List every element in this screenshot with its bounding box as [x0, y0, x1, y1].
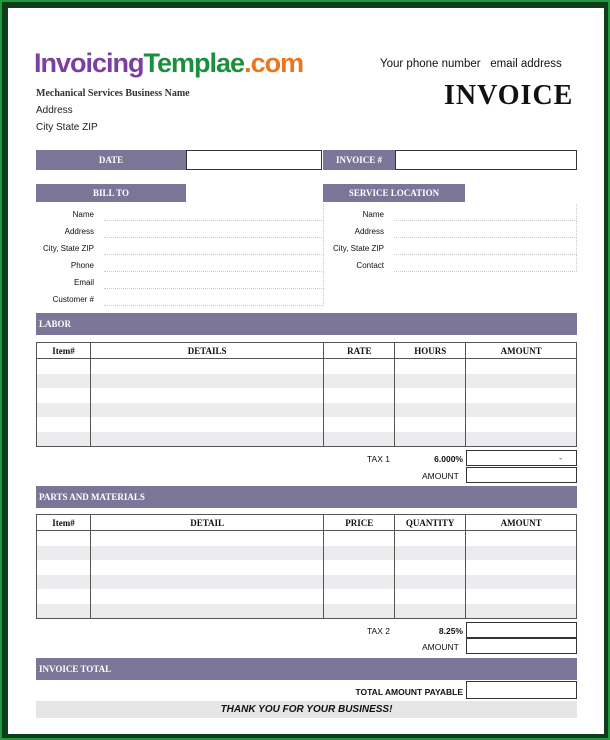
- parts-amount-label: AMOUNT: [422, 642, 459, 652]
- parts-tax-label: TAX 2: [367, 626, 390, 636]
- phone-number: Your phone number: [380, 58, 481, 70]
- parts-tax-amount[interactable]: [466, 622, 577, 638]
- bill-to-name-field[interactable]: [104, 204, 324, 221]
- email-address: email address: [490, 58, 562, 70]
- invoice-title: INVOICE: [444, 80, 574, 111]
- table-row[interactable]: [37, 589, 577, 604]
- parts-amount-field[interactable]: [466, 638, 577, 654]
- bill-to-customer-field[interactable]: [104, 289, 324, 306]
- parts-col-amount: AMOUNT: [466, 515, 577, 531]
- parts-col-quantity: QUANTITY: [395, 515, 466, 531]
- contact-line: [380, 58, 562, 70]
- date-field[interactable]: [186, 150, 322, 170]
- table-row[interactable]: [37, 417, 577, 432]
- total-payable-field[interactable]: [466, 681, 577, 699]
- table-row[interactable]: [37, 575, 577, 590]
- service-name-field[interactable]: [394, 204, 577, 221]
- table-row[interactable]: [37, 531, 577, 546]
- labor-heading: LABOR: [36, 313, 577, 335]
- bill-to-phone-label: Phone: [70, 261, 94, 270]
- labor-table: [36, 342, 577, 447]
- bill-to-address-field[interactable]: [104, 221, 324, 238]
- parts-tax-rate: 8.25%: [438, 626, 463, 636]
- table-row[interactable]: [37, 560, 577, 575]
- labor-tax-amount[interactable]: -: [466, 450, 577, 466]
- service-address-field[interactable]: [394, 221, 577, 238]
- invoice-total-heading: INVOICE TOTAL: [36, 658, 577, 680]
- table-row[interactable]: [37, 388, 577, 403]
- parts-header-row: [37, 515, 577, 531]
- table-row[interactable]: [37, 604, 577, 619]
- bill-to-phone-field[interactable]: [104, 255, 324, 272]
- service-contact-field[interactable]: [394, 255, 577, 272]
- labor-amount-label: AMOUNT: [422, 471, 459, 481]
- table-row[interactable]: [37, 374, 577, 389]
- invoice-sheet: [8, 8, 604, 734]
- labor-amount-field[interactable]: [466, 467, 577, 483]
- labor-tax-label: TAX 1: [367, 454, 390, 464]
- business-name: Mechanical Services Business Name: [36, 88, 190, 99]
- labor-col-hours: HOURS: [395, 343, 466, 359]
- table-row[interactable]: [37, 403, 577, 418]
- labor-col-item: Item#: [37, 343, 91, 359]
- bill-to-address-label: Address: [64, 227, 94, 236]
- labor-tax-rate: 6.000%: [434, 454, 463, 464]
- bill-to-email-label: Email: [73, 278, 94, 287]
- table-row[interactable]: [37, 432, 577, 447]
- bill-to-heading: BILL TO: [36, 184, 186, 202]
- labor-col-rate: RATE: [324, 343, 395, 359]
- thank-you-note: THANK YOU FOR YOUR BUSINESS!: [36, 701, 577, 718]
- business-address: Address: [36, 105, 73, 116]
- table-row[interactable]: [37, 546, 577, 561]
- company-logo: InvoicingTemplae.com: [34, 48, 304, 78]
- service-address-label: Address: [354, 227, 384, 236]
- service-city-label: City, State ZIP: [333, 244, 384, 253]
- parts-table: [36, 514, 577, 619]
- table-row[interactable]: [37, 359, 577, 374]
- service-contact-label: Contact: [356, 261, 384, 270]
- parts-col-detail: DETAIL: [90, 515, 323, 531]
- bill-to-city-field[interactable]: [104, 238, 324, 255]
- parts-col-price: PRICE: [324, 515, 395, 531]
- bill-to-email-field[interactable]: [104, 272, 324, 289]
- labor-col-amount: AMOUNT: [466, 343, 577, 359]
- total-payable-label: TOTAL AMOUNT PAYABLE: [355, 687, 463, 697]
- service-city-field[interactable]: [394, 238, 577, 255]
- parts-heading: PARTS AND MATERIALS: [36, 486, 577, 508]
- business-city-state-zip: City State ZIP: [36, 122, 98, 133]
- bill-to-name-label: Name: [72, 210, 94, 219]
- service-location-heading: SERVICE LOCATION: [323, 184, 465, 202]
- date-label: DATE: [36, 150, 186, 170]
- parts-col-item: Item#: [37, 515, 91, 531]
- bill-to-city-label: City, State ZIP: [43, 244, 94, 253]
- invoice-number-label: INVOICE #: [323, 150, 395, 170]
- service-name-label: Name: [362, 210, 384, 219]
- invoice-number-field[interactable]: [395, 150, 577, 170]
- labor-col-details: DETAILS: [90, 343, 323, 359]
- bill-to-customer-label: Customer #: [52, 295, 94, 304]
- labor-header-row: [37, 343, 577, 359]
